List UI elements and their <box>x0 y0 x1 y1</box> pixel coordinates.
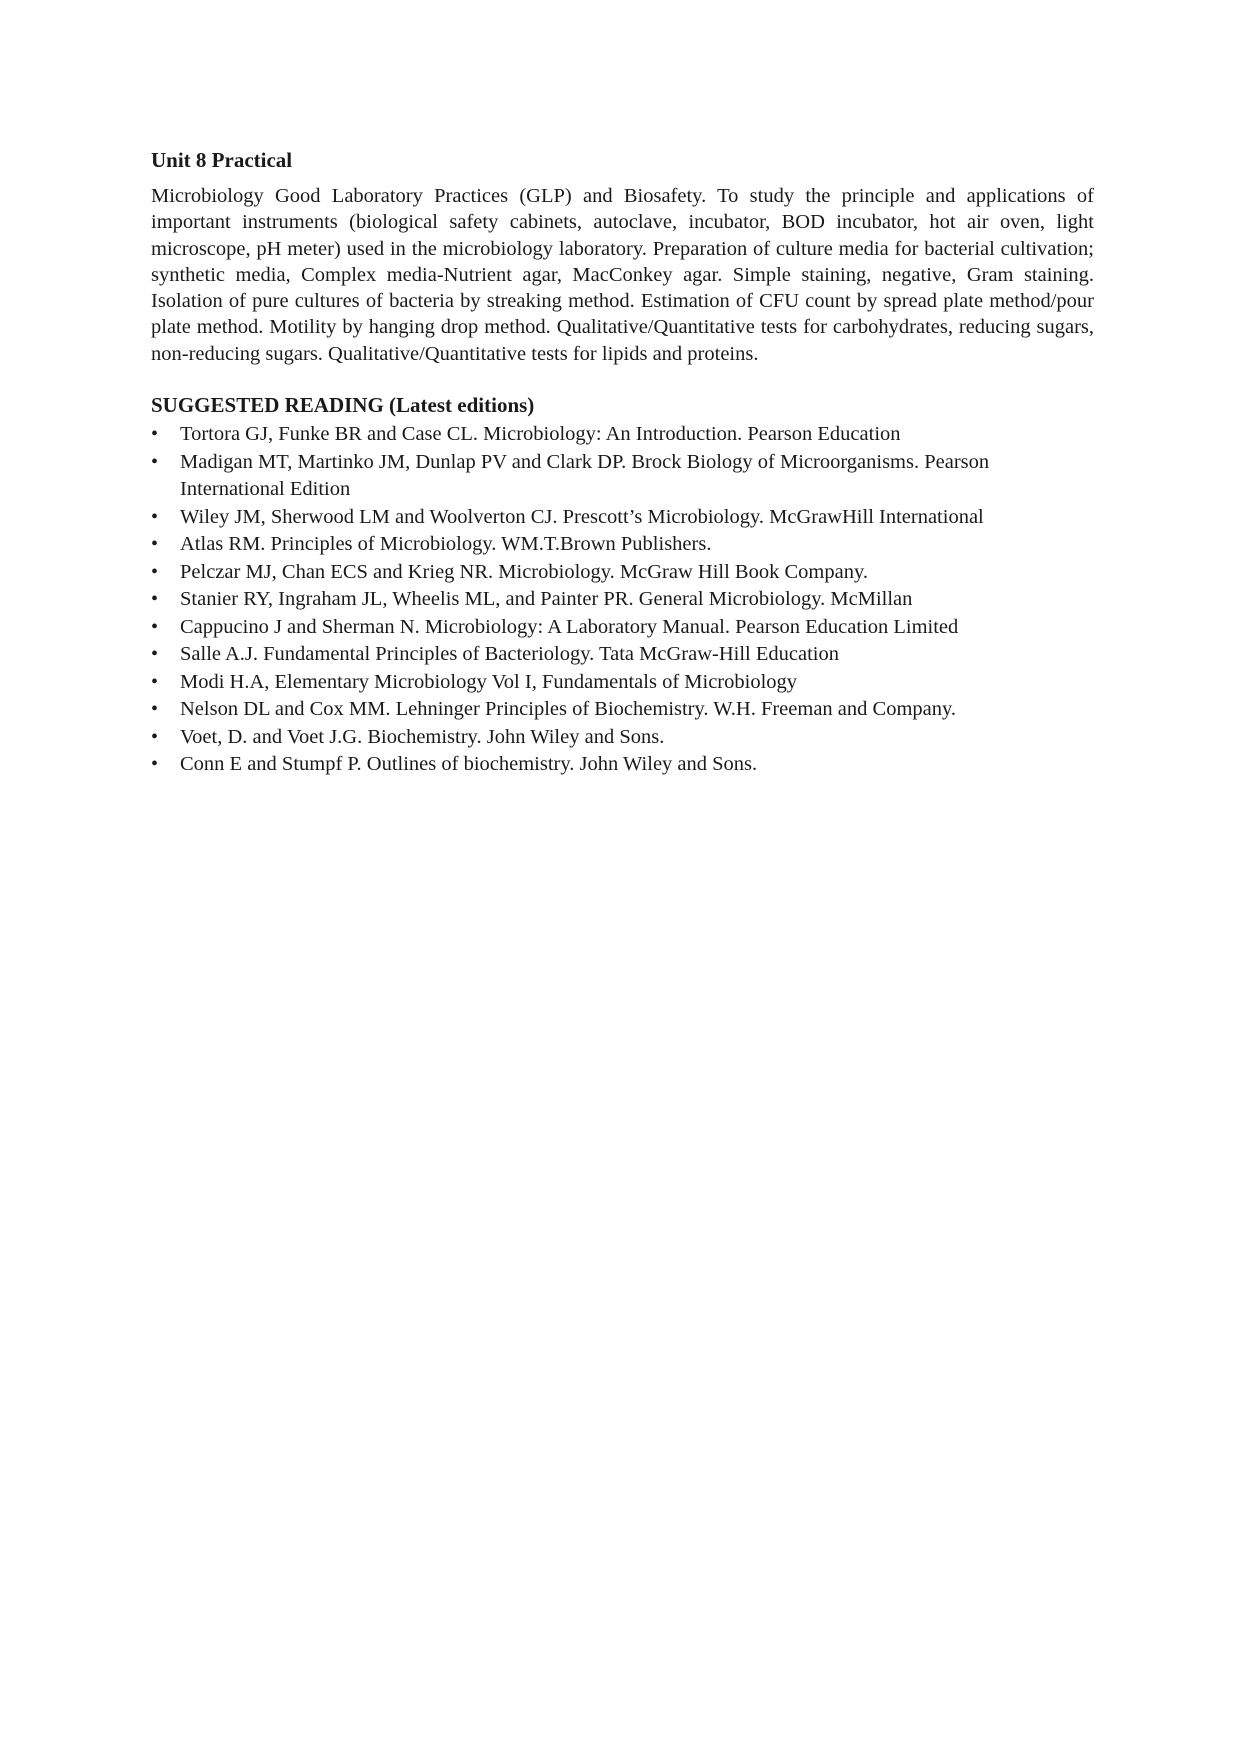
bullet-icon: • <box>151 450 159 473</box>
reading-list-item <box>151 751 1094 779</box>
reading-item-text: Cappucino J and Sherman N. Microbiology: A Laboratory Manual. Pearson Education Limited <box>180 615 959 638</box>
bullet-icon: • <box>151 588 159 611</box>
reading-list-item <box>151 586 1094 614</box>
reading-item-text: Tortora GJ, Funke BR and Case CL. Microbiology: An Introduction. Pearson Education <box>180 423 901 446</box>
suggested-reading-heading: SUGGESTED READING (Latest editions) <box>151 393 535 418</box>
reading-list-item <box>151 614 1094 642</box>
reading-item-text: Conn E and Stumpf P. Outlines of biochemistry. John Wiley and Sons. <box>180 753 758 776</box>
reading-item-text: Atlas RM. Principles of Microbiology. WM.T.Brown Publishers. <box>180 533 712 556</box>
reading-list-item <box>151 421 1094 449</box>
bullet-icon: • <box>151 698 159 721</box>
reading-list-item <box>151 641 1094 669</box>
bullet-icon: • <box>151 560 159 583</box>
reading-list-item <box>151 449 1094 504</box>
bullet-icon: • <box>151 505 159 528</box>
reading-list-item <box>151 669 1094 697</box>
unit-body-paragraph: Microbiology Good Laboratory Practices (GLP) and Biosafety. To study the principle and applications of important instruments (biological safety cabinets, autoclave, incubator, BOD incubator, hot air oven, light microscope, pH meter) used in the microbiology laboratory. Preparation of culture media for bacterial cultivation; synthetic media, Complex media-Nutrient agar, MacConkey agar. Simple staining, negative, Gram staining. Isolation of pure cultures of bacteria by streaking method. Estimation of CFU count by spread plate method/pour plate method. Motility by hanging drop method. Qualitative/Quantitative tests for carbohydrates, reducing sugars, non-reducing sugars. Qualitative/Quantitative tests for lipids and proteins. <box>151 185 1094 365</box>
reading-item-text: Salle A.J. Fundamental Principles of Bacteriology. Tata McGraw-Hill Education <box>180 643 839 666</box>
bullet-icon: • <box>151 725 159 748</box>
reading-item-text: Wiley JM, Sherwood LM and Woolverton CJ. Prescott’s Microbiology. McGrawHill International <box>180 505 984 528</box>
reading-list-item <box>151 724 1094 752</box>
bullet-icon: • <box>151 643 159 666</box>
bullet-icon: • <box>151 670 159 693</box>
reading-list-item <box>151 696 1094 724</box>
suggested-reading-list <box>151 421 1094 779</box>
reading-list-item <box>151 531 1094 559</box>
reading-list-item <box>151 559 1094 587</box>
reading-item-text: Modi H.A, Elementary Microbiology Vol I, Fundamentals of Microbiology <box>180 670 798 693</box>
bullet-icon: • <box>151 533 159 556</box>
reading-item-text: Pelczar MJ, Chan ECS and Krieg NR. Microbiology. McGraw Hill Book Company. <box>180 560 868 583</box>
bullet-icon: • <box>151 423 159 446</box>
reading-item-text: Stanier RY, Ingraham JL, Wheelis ML, and Painter PR. General Microbiology. McMillan <box>180 588 913 611</box>
unit-heading: Unit 8 Practical <box>151 148 293 172</box>
reading-item-text: Nelson DL and Cox MM. Lehninger Principles of Biochemistry. W.H. Freeman and Company. <box>180 698 957 721</box>
bullet-icon: • <box>151 615 159 638</box>
reading-item-text: Madigan MT, Martinko JM, Dunlap PV and Clark DP. Brock Biology of Microorganisms. Pearson International Edition <box>180 450 990 501</box>
bullet-icon: • <box>151 753 159 776</box>
document-page <box>151 146 1094 779</box>
reading-item-text: Voet, D. and Voet J.G. Biochemistry. John Wiley and Sons. <box>180 725 665 748</box>
reading-list-item <box>151 504 1094 532</box>
